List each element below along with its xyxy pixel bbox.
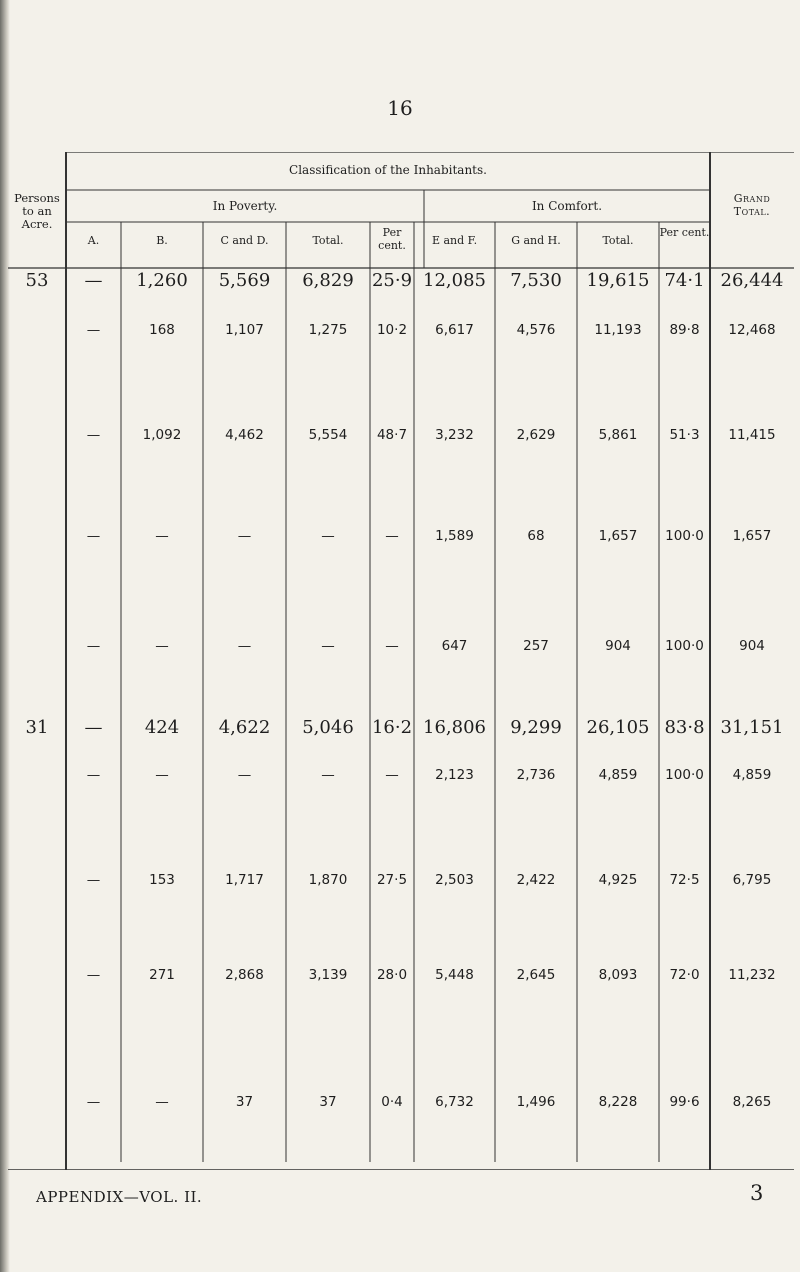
table-cell: 257 [523, 638, 549, 654]
table-cell: — [237, 638, 252, 654]
table-cell: 2,629 [516, 427, 556, 443]
table-cell: 26,105 [586, 717, 650, 738]
table-cell: — [86, 638, 101, 654]
table-cell: 5,569 [218, 270, 271, 291]
table-cell: 1,870 [308, 872, 348, 888]
table-cell: 9,299 [510, 717, 562, 738]
table-cell: 4,462 [225, 427, 264, 443]
table-cell: 89·8 [669, 322, 700, 338]
table-cell: 5,554 [308, 427, 348, 443]
table-cell: 74·1 [664, 270, 705, 291]
column-header: Total. [312, 234, 344, 247]
table-cell: 31,151 [720, 717, 784, 738]
footer-appendix-label: APPENDIX—VOL. II. [36, 1188, 203, 1206]
table-cell: — [237, 767, 252, 783]
table-cell: 904 [605, 638, 631, 654]
table-cell: — [86, 427, 101, 443]
table-cell: — [84, 717, 103, 738]
table-cell: 3,232 [435, 427, 474, 443]
table-cell: — [84, 270, 103, 291]
table-cell: 6,795 [732, 872, 772, 888]
table-cell: 1,260 [136, 270, 188, 291]
table-cell: 168 [149, 322, 175, 338]
table-cell: — [385, 528, 399, 544]
column-header: G and H. [511, 234, 561, 247]
comfort-header: In Comfort. [531, 199, 603, 213]
table-cell: 28·0 [376, 967, 408, 983]
table-cell: 424 [144, 717, 180, 738]
table-cell: 5,046 [302, 717, 354, 738]
table-cell: 27·5 [376, 872, 408, 888]
table-cell: 100·0 [665, 638, 704, 654]
table-cell: 6,732 [435, 1094, 474, 1110]
table-cell: — [86, 1094, 101, 1110]
table-cell: 12,085 [423, 270, 486, 291]
table-cell: 12,468 [728, 322, 776, 338]
table-cell: 11,193 [594, 322, 642, 338]
persons-per-acre-cell: 53 [25, 270, 49, 291]
table-cell: 6,617 [435, 322, 474, 338]
table-cell: 37 [319, 1094, 337, 1110]
column-header: C and D. [220, 234, 269, 247]
table-cell: 8,228 [598, 1094, 638, 1110]
table-cell: — [385, 767, 399, 783]
table-cell: 1,717 [225, 872, 264, 888]
persons-per-acre-cell: 31 [25, 717, 49, 738]
table-cell: 1,107 [225, 322, 264, 338]
table-cell: — [321, 528, 335, 544]
table-cell: — [86, 528, 101, 544]
table-cell: 1,657 [598, 528, 638, 544]
classification-table [8, 152, 794, 1170]
table-cell: 11,415 [728, 427, 776, 443]
table-cell: 83·8 [664, 717, 705, 738]
table-cell: 4,925 [598, 872, 638, 888]
table-cell: 904 [739, 638, 765, 654]
table-cell: 2,503 [435, 872, 474, 888]
classification-header: Classification of the Inhabitants. [289, 163, 487, 177]
table-cell: 2,123 [435, 767, 474, 783]
table-cell: — [155, 528, 169, 544]
table-cell: 99·6 [669, 1094, 700, 1110]
table-cell: 1,496 [516, 1094, 556, 1110]
column-header: E and F. [431, 234, 478, 247]
table-cell: 68 [527, 528, 545, 544]
table-cell: — [86, 872, 101, 888]
table-cell: 100·0 [665, 528, 704, 544]
table-cell: 6,829 [302, 270, 354, 291]
grand-total-header: Grand Total. [733, 192, 771, 218]
persons-header: Persons to an Acre. [14, 191, 60, 231]
table-cell: — [385, 638, 399, 654]
table-cell: 4,576 [516, 322, 556, 338]
table-cell: 19,615 [586, 270, 650, 291]
table-cell: 8,093 [598, 967, 638, 983]
table-cell: 2,422 [516, 872, 556, 888]
table-cell: 10·2 [376, 322, 408, 338]
table-cell: 16·2 [371, 717, 413, 738]
table-cell: 26,444 [720, 270, 784, 291]
table-cell: 647 [441, 638, 468, 654]
table-cell: 1,275 [308, 322, 348, 338]
table-cell: — [155, 1094, 169, 1110]
table-cell: 8,265 [732, 1094, 772, 1110]
table-cell: 72·5 [669, 872, 700, 888]
table-cell: 51·3 [669, 427, 700, 443]
table-cell: 0·4 [381, 1094, 403, 1110]
table-cell: — [321, 767, 335, 783]
table-cell: 1,589 [435, 528, 474, 544]
table-cell: 2,868 [225, 967, 264, 983]
table-cell: — [86, 767, 101, 783]
table-cell: 3,139 [308, 967, 348, 983]
table-cell: — [155, 767, 169, 783]
table-cell: — [321, 638, 335, 654]
table-cell: — [155, 638, 169, 654]
table-cell: 7,530 [510, 270, 562, 291]
table-cell: 48·7 [376, 427, 408, 443]
table-cell: 37 [235, 1094, 254, 1110]
footer-signature-mark: 3 [750, 1181, 764, 1205]
table-cell: 1,657 [732, 528, 772, 544]
table-rules [8, 152, 794, 1170]
table-cell: 4,859 [732, 767, 772, 783]
column-header: B. [156, 234, 168, 247]
column-header: A. [87, 234, 100, 247]
table-cell: 5,861 [598, 427, 638, 443]
column-header: Per cent. [659, 226, 710, 239]
table-cell: 2,645 [516, 967, 556, 983]
table-cell: — [237, 528, 252, 544]
page-number: 16 [387, 96, 413, 120]
column-header: Per cent. [378, 226, 406, 252]
table-cell: 153 [149, 872, 175, 888]
table-cell: 1,092 [142, 427, 182, 443]
table-cell: 100·0 [665, 767, 704, 783]
table-cell: 16,806 [423, 717, 486, 738]
table-cell: 4,859 [598, 767, 638, 783]
poverty-header: In Poverty. [212, 199, 278, 213]
table-cell: 5,448 [435, 967, 474, 983]
column-header: Total. [602, 234, 634, 247]
table-cell: 271 [149, 967, 175, 983]
table-cell: 25·9 [371, 270, 413, 291]
table-cell: — [86, 322, 101, 338]
table-cell: — [86, 967, 101, 983]
table-cell: 4,622 [218, 717, 271, 738]
table-cell: 72·0 [669, 967, 700, 983]
table-cell: 2,736 [516, 767, 556, 783]
table-cell: 11,232 [728, 967, 776, 983]
